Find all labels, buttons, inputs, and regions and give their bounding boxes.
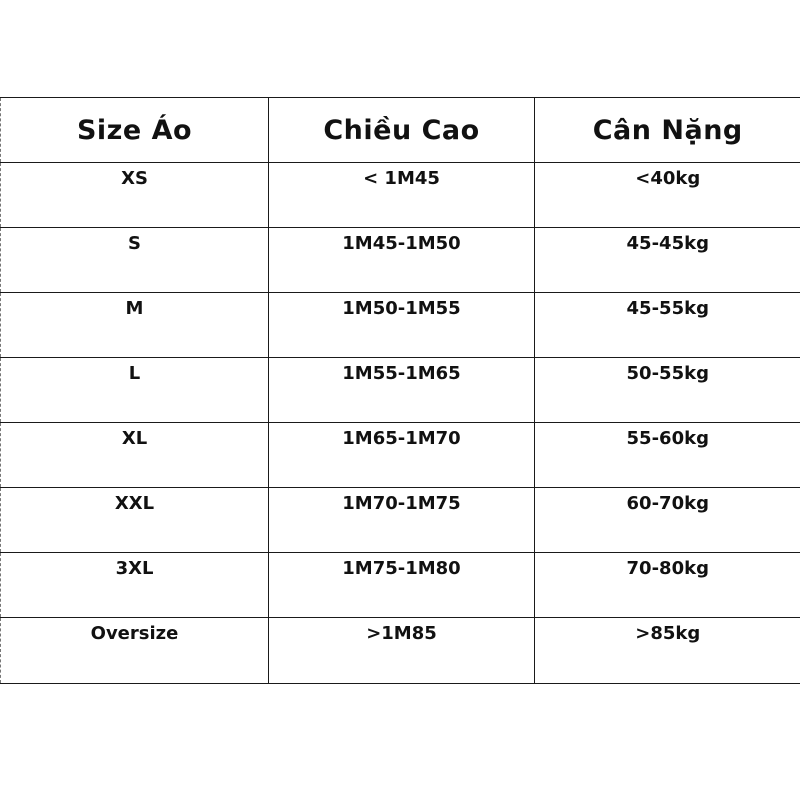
table-body: [1, 163, 800, 684]
size-cell: XS: [1, 163, 269, 228]
weight-cell: 45-55kg: [535, 293, 800, 358]
weight-cell: 60-70kg: [535, 488, 800, 553]
weight-cell: 70-80kg: [535, 553, 800, 618]
size-cell: XL: [1, 423, 269, 488]
table-row: [1, 618, 800, 684]
size-cell: 3XL: [1, 553, 269, 618]
size-cell: XXL: [1, 488, 269, 553]
weight-cell: 55-60kg: [535, 423, 800, 488]
table-header: [1, 98, 800, 163]
height-cell: 1M50-1M55: [269, 293, 535, 358]
table-row: [1, 163, 800, 228]
height-cell: 1M75-1M80: [269, 553, 535, 618]
table-row: [1, 423, 800, 488]
height-cell: 1M45-1M50: [269, 228, 535, 293]
table-row: [1, 553, 800, 618]
header-height: Chiều Cao: [269, 98, 535, 163]
height-cell: 1M70-1M75: [269, 488, 535, 553]
table-row: [1, 488, 800, 553]
size-cell: Oversize: [1, 618, 269, 684]
height-cell: 1M55-1M65: [269, 358, 535, 423]
height-cell: 1M65-1M70: [269, 423, 535, 488]
weight-cell: 50-55kg: [535, 358, 800, 423]
size-cell: S: [1, 228, 269, 293]
size-chart-table: [0, 97, 800, 684]
size-cell: M: [1, 293, 269, 358]
weight-cell: <40kg: [535, 163, 800, 228]
header-size: Size Áo: [1, 98, 269, 163]
header-weight: Cân Nặng: [535, 98, 800, 163]
height-cell: >1M85: [269, 618, 535, 684]
table-row: [1, 293, 800, 358]
weight-cell: 45-45kg: [535, 228, 800, 293]
table-row: [1, 358, 800, 423]
header-row: [1, 98, 800, 163]
size-cell: L: [1, 358, 269, 423]
height-cell: < 1M45: [269, 163, 535, 228]
weight-cell: >85kg: [535, 618, 800, 684]
table-row: [1, 228, 800, 293]
